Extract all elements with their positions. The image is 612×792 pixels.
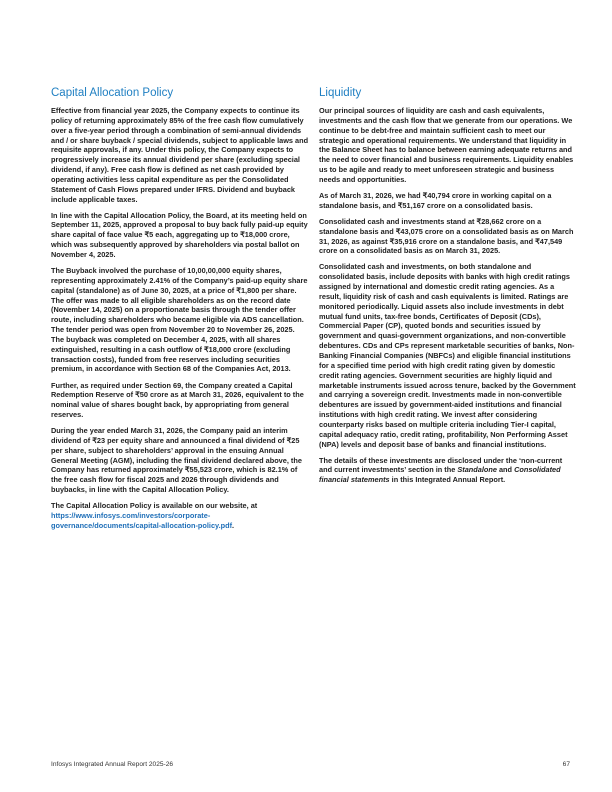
text-run: in this Integrated Annual Report. xyxy=(389,475,506,485)
italic-reference: Standalone xyxy=(457,465,497,475)
paragraph: Effective from financial year 2025, the Company expects to continue its policy of returning approximately 85% of the free cash flow cumulatively over a five-year period through a combination of semi-annual dividends and / or share buyback / special dividends, subject to applicable laws and requisite approvals, if any. Under this policy, the Company expects to progressively increase its annual dividend per share (excluding special dividend, if any). Free cash flow is defined as net cash provided by operating activities less capital expenditure as per the Consolidated Statement of Cash Flows prepared under IFRS. Dividend and buyback include applicable taxes. xyxy=(51,106,309,204)
paragraph: The Buyback involved the purchase of 10,00,00,000 equity shares, representing approximately 2.41% of the Company’s paid-up equity share capital (standalone) as of June 30, 2025, at a price of ₹1,800 per share. The offer was made to all eligible shareholders as on the record date (November 14, 2025) on a proportionate basis through the tender offer route, including shareholders who became eligible via ADS cancellation. The tender period was open from November 20 to November 26, 2025. The buyback was completed on December 4, 2025, with all shares extinguished, resulting in a cash outflow of ₹18,000 crore (excluding transaction costs), funded from free reserves including securities premium, in accordance with Section 68 of the Companies Act, 2013. xyxy=(51,266,308,374)
liquidity-section xyxy=(319,86,577,491)
footer-page-number: 67 xyxy=(562,761,570,768)
paragraph xyxy=(51,501,309,531)
paragraph: Further, as required under Section 69, the Company created a Capital Redemption Reserve of ₹50 crore as at March 31, 2026, equivalent to the nominal value of shares bought back, by appropriating from general reserves. xyxy=(51,380,304,420)
policy-period: . xyxy=(232,520,235,530)
paragraph: Our principal sources of liquidity are cash and cash equivalents, investments and the cash flow that we generate from our operations. We continue to be debt-free and maintain sufficient cash to meet our strategic and operational requirements. We understand that liquidity in the Balance Sheet has to balance between earning adequate returns and the need to cover financial and business requirements. Liquidity enables us to be agile and ready to meet unforeseen strategic and business needs and opportunities. xyxy=(319,106,574,184)
paragraph: During the year ended March 31, 2026, the Company paid an interim dividend of ₹23 per equity share and announced a final dividend of ₹25 per share, subject to shareholders’ approval in the ensuing Annual General Meeting (AGM), including the final dividend declared above, the Company has returned approximately ₹55,523 crore, which is 82.1% of the free cash flow for fiscal 2025 and 2026 through dividends and buybacks, in line with the Capital Allocation Policy. xyxy=(51,426,302,495)
italic-reference: Consolidated financial statements xyxy=(319,465,561,485)
section-heading: Liquidity xyxy=(319,87,362,99)
policy-text: The Capital Allocation Policy is available on our website, at xyxy=(51,501,258,511)
text-run: and xyxy=(496,465,515,475)
section-heading: Capital Allocation Policy xyxy=(51,87,174,99)
capital-allocation-section xyxy=(51,86,309,537)
paragraph: As of March 31, 2026, we had ₹40,794 crore in working capital on a standalone basis, and ₹51,167 crore on a consolidated basis. xyxy=(319,190,552,210)
policy-link[interactable]: https://www.infosys.com/investors/corporate-governance/documents/capital-allocation-policy.pdf xyxy=(51,511,233,530)
paragraph: In line with the Capital Allocation Policy, the Board, at its meeting held on September 11, 2025, approved a proposal to buy back fully paid-up equity share capital of face value ₹5 each, aggregating up to ₹18,000 crore, which was subsequently approved by shareholders via postal ballot on November 4, 2025. xyxy=(51,210,308,259)
paragraph xyxy=(319,456,577,486)
paragraph: Consolidated cash and investments, on both standalone and consolidated basis, include deposits with banks with high credit ratings assigned by international and domestic credit rating agencies. As a result, liquidity risk of cash and cash equivalents is limited. Ratings are monitored periodically. Liquid assets also include investments in debt mutual fund units, tax-free bonds, Certificates of Deposit (CDs), Commercial Paper (CP), quoted bonds and securities issued by government and quasi-government organizations, and non-convertible debentures. CDs and CPs represent marketable securities of banks, Non-Banking Financial Companies (NBFCs) and eligible financial institutions for a specified time period with high credit rating given by domestic credit rating agencies. Government securities are highly liquid and marketable instruments issued across tenure, backed by the Government and carrying a sovereign credit. Investments made in non-convertible debentures are issued by government-aided institutions and financial institutions with high credit rating. We invest after considering counterparty risks based on multiple criteria including Tier-I capital, capital adequacy ratio, credit rating, profitability, Non Performing Asset (NPA) levels and deposit base of banks and financial institutions. xyxy=(319,262,576,449)
text-run: The details of these investments are disclosed under the ‘non-current and current investments’ section in the xyxy=(319,455,563,475)
footer-report-title: Infosys Integrated Annual Report 2025-26 xyxy=(51,761,174,768)
paragraph: Consolidated cash and investments stand at ₹28,662 crore on a standalone basis and ₹43,075 crore on a consolidated basis as on March 31, 2026, as against ₹35,916 crore on a standalone basis, and ₹47,549 crore on a consolidated basis as on March 31, 2025. xyxy=(319,216,574,256)
